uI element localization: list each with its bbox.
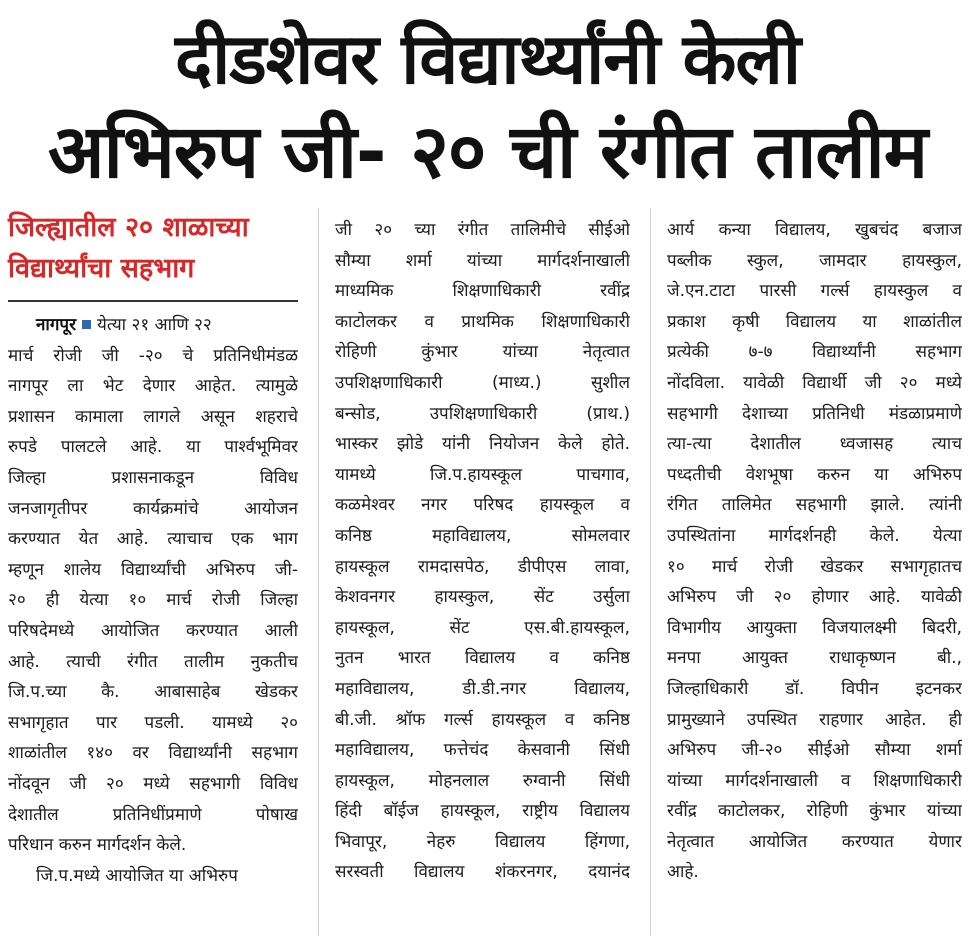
article-line: परिषदेमध्ये आयोजित करण्यात आली: [8, 620, 298, 641]
article-line: सौम्या शर्मा यांच्या मार्गदर्शनाखाली: [335, 250, 630, 271]
article-line: जनजागृतीपर कार्यक्रमांचे आयोजन: [8, 498, 298, 519]
article-line: यामध्ये जि.प.हायस्कूल पाचगाव,: [335, 464, 630, 485]
article-line: प्रशासन कामाला लागले असून शहराचे: [8, 406, 298, 427]
article-line: अभिरुप जी-२० सीईओ सौम्या शर्मा: [667, 740, 962, 761]
article-line: रोहिणी कुंभार यांच्या नेतृत्वात: [335, 342, 630, 363]
article-line: नोंदविला. यावेळी विद्यार्थी जी २० मध्ये: [667, 372, 962, 393]
article-line: काटोलकर व प्राथमिक शिक्षणाधिकारी: [335, 311, 630, 332]
article-line: विभागीय आयुक्ता विजयालक्ष्मी बिदरी,: [667, 617, 962, 638]
article-line: सहभागी देशाच्या प्रतिनिधी मंडळाप्रमाणे: [667, 403, 962, 424]
article-line: १० मार्च रोजी खेडकर सभागृहातच: [667, 556, 962, 577]
article-line: बन्सोड, उपशिक्षणाधिकारी (प्राथ.): [335, 403, 630, 424]
subheadline-divider: [8, 300, 298, 302]
article-line: आहे. त्याची रंगीत तालीम नुकतीच: [8, 651, 298, 672]
dateline: नागपूर: [36, 315, 77, 335]
article-line: सरस्वती विद्यालय शंकरनगर, दयानंद: [335, 862, 630, 883]
article-line: प्रकाश कृषी विद्यालय या शाळांतील: [667, 311, 962, 332]
article-line-text: येत्या २१ आणि २२: [97, 315, 212, 335]
article-line: केशवनगर हायस्कुल, सेंट उर्सुला: [335, 587, 630, 608]
article-line: सभागृहात पार पडली. यामध्ये २०: [8, 712, 298, 733]
article-line: मार्च रोजी जी -२० चे प्रतिनिधीमंडळ: [8, 345, 298, 366]
article-line: जी २० च्या रंगीत तालिमीचे सीईओ: [335, 220, 630, 240]
article-line: आहे.: [667, 862, 699, 883]
square-bullet-icon: [82, 320, 91, 329]
article-line: हायस्कूल, सेंट एस.बी.हायस्कूल,: [335, 617, 630, 638]
article-line: परिधान करुन मार्गदर्शन केले.: [8, 835, 187, 856]
article-line: अभिरुप जी २० होणार आहे. यावेळी: [667, 587, 962, 608]
headline-line-2: अभिरुप जी- २० ची रंगीत तालीम: [48, 109, 927, 195]
article-line: पध्दतीची वेशभूषा करुन या अभिरुप: [667, 464, 962, 485]
article-line: जि.प.मध्ये आयोजित या अभिरुप: [36, 865, 238, 886]
article-line: २० ही येत्या १० मार्च रोजी जिल्हा: [8, 590, 298, 611]
article-line: बी.जी. श्रॉफ गर्ल्स हायस्कूल व कनिष्ठ: [335, 709, 630, 730]
article-line: [8, 310, 298, 341]
article-line: करण्यात येत आहे. त्याचाच एक भाग: [8, 529, 298, 550]
article-line: जिल्हा प्रशासनाकडून विविध: [8, 467, 298, 488]
article-column-1: [8, 310, 298, 891]
article-line: भास्कर झोडे यांनी नियोजन केले होते.: [335, 434, 630, 455]
column-divider: [318, 208, 319, 936]
article-line: हायस्कूल, मोहनलाल रुग्वानी सिंधी: [335, 770, 630, 791]
article-line: हायस्कूल रामदासपेठ, डीपीएस लावा,: [335, 556, 630, 577]
article-line: नोंदवून जी २० मध्ये सहभागी विविध: [8, 773, 298, 794]
article-line: हिंदी बॉईज हायस्कूल, राष्ट्रीय विद्यालय: [335, 801, 630, 822]
article-line: प्रामुख्याने उपस्थित राहणार आहेत. ही: [667, 709, 962, 730]
article-line: महाविद्यालय, डी.डी.नगर विद्यालय,: [335, 678, 630, 699]
article-line: मनपा आयुक्त राधाकृष्णन बी.,: [667, 648, 962, 669]
headline-line-1: दीडशेवर विद्यार्थ्यांनी केली: [175, 18, 800, 100]
article-line: जि.प.च्या कै. आबासाहेब खेडकर: [8, 682, 298, 703]
article-line: म्हणून शालेय विद्यार्थ्यांची अभिरुप जी-: [8, 559, 298, 580]
article-line: प्रत्येकी ७-७ विद्यार्थ्यांनी सहभाग: [667, 342, 962, 363]
article-line: शाळांतील १४० वर विद्यार्थ्यांनी सहभाग: [8, 743, 298, 764]
article-line: आर्य कन्या विद्यालय, खुबचंद बजाज: [667, 220, 962, 240]
article-column-2: [335, 215, 630, 888]
article-line: त्या-त्या देशातील ध्वजासह त्याच: [667, 434, 962, 455]
article-line: जे.एन.टाटा पारसी गर्ल्स हायस्कुल व: [667, 281, 962, 302]
article-line: रुपडे पालटले आहे. या पार्श्वभूमिवर: [8, 437, 298, 458]
article-line: महाविद्यालय, फत्तेचंद केसवानी सिंधी: [335, 740, 630, 761]
article-line: उपशिक्षणाधिकारी (माध्य.) सुशील: [335, 372, 630, 393]
article-line: नेतृत्वात आयोजित करण्यात येणार: [667, 831, 962, 852]
column-divider: [650, 208, 651, 936]
article-line: कळमेश्वर नगर परिषद हायस्कूल व: [335, 495, 630, 516]
article-line: रवींद्र काटोलकर, रोहिणी कुंभार यांच्या: [667, 801, 962, 822]
article-line: माध्यमिक शिक्षणाधिकारी रवींद्र: [335, 281, 630, 302]
subheadline-line-2: विद्यार्थ्यांचा सहभाग: [8, 253, 195, 284]
article-column-3: [667, 215, 962, 888]
article-line: कनिष्ठ महाविद्यालय, सोमलवार: [335, 525, 630, 546]
article-line: रंगित तालिमेत सहभागी झाले. त्यांनी: [667, 495, 962, 516]
subheadline: [8, 207, 298, 289]
article-line: नागपूर ला भेट देणार आहेत. त्यामुळे: [8, 376, 298, 397]
article-line: उपस्थितांना मार्गदर्शनही केले. येत्या: [667, 525, 962, 546]
subheadline-line-1: जिल्ह्यातील २० शाळाच्या: [8, 212, 249, 243]
article-line: जिल्हाधिकारी डॉ. विपीन इटनकर: [667, 678, 962, 699]
article-line: नुतन भारत विद्यालय व कनिष्ठ: [335, 648, 630, 669]
article-line: पब्लीक स्कुल, जामदार हायस्कुल,: [667, 250, 962, 271]
article-line: भिवापूर, नेहरु विद्यालय हिंगणा,: [335, 831, 630, 852]
article-line: यांच्या मार्गदर्शनाखाली व शिक्षणाधिकारी: [667, 770, 962, 791]
article-line: देशातील प्रतिनिधींप्रमाणे पोषाख: [8, 804, 298, 825]
